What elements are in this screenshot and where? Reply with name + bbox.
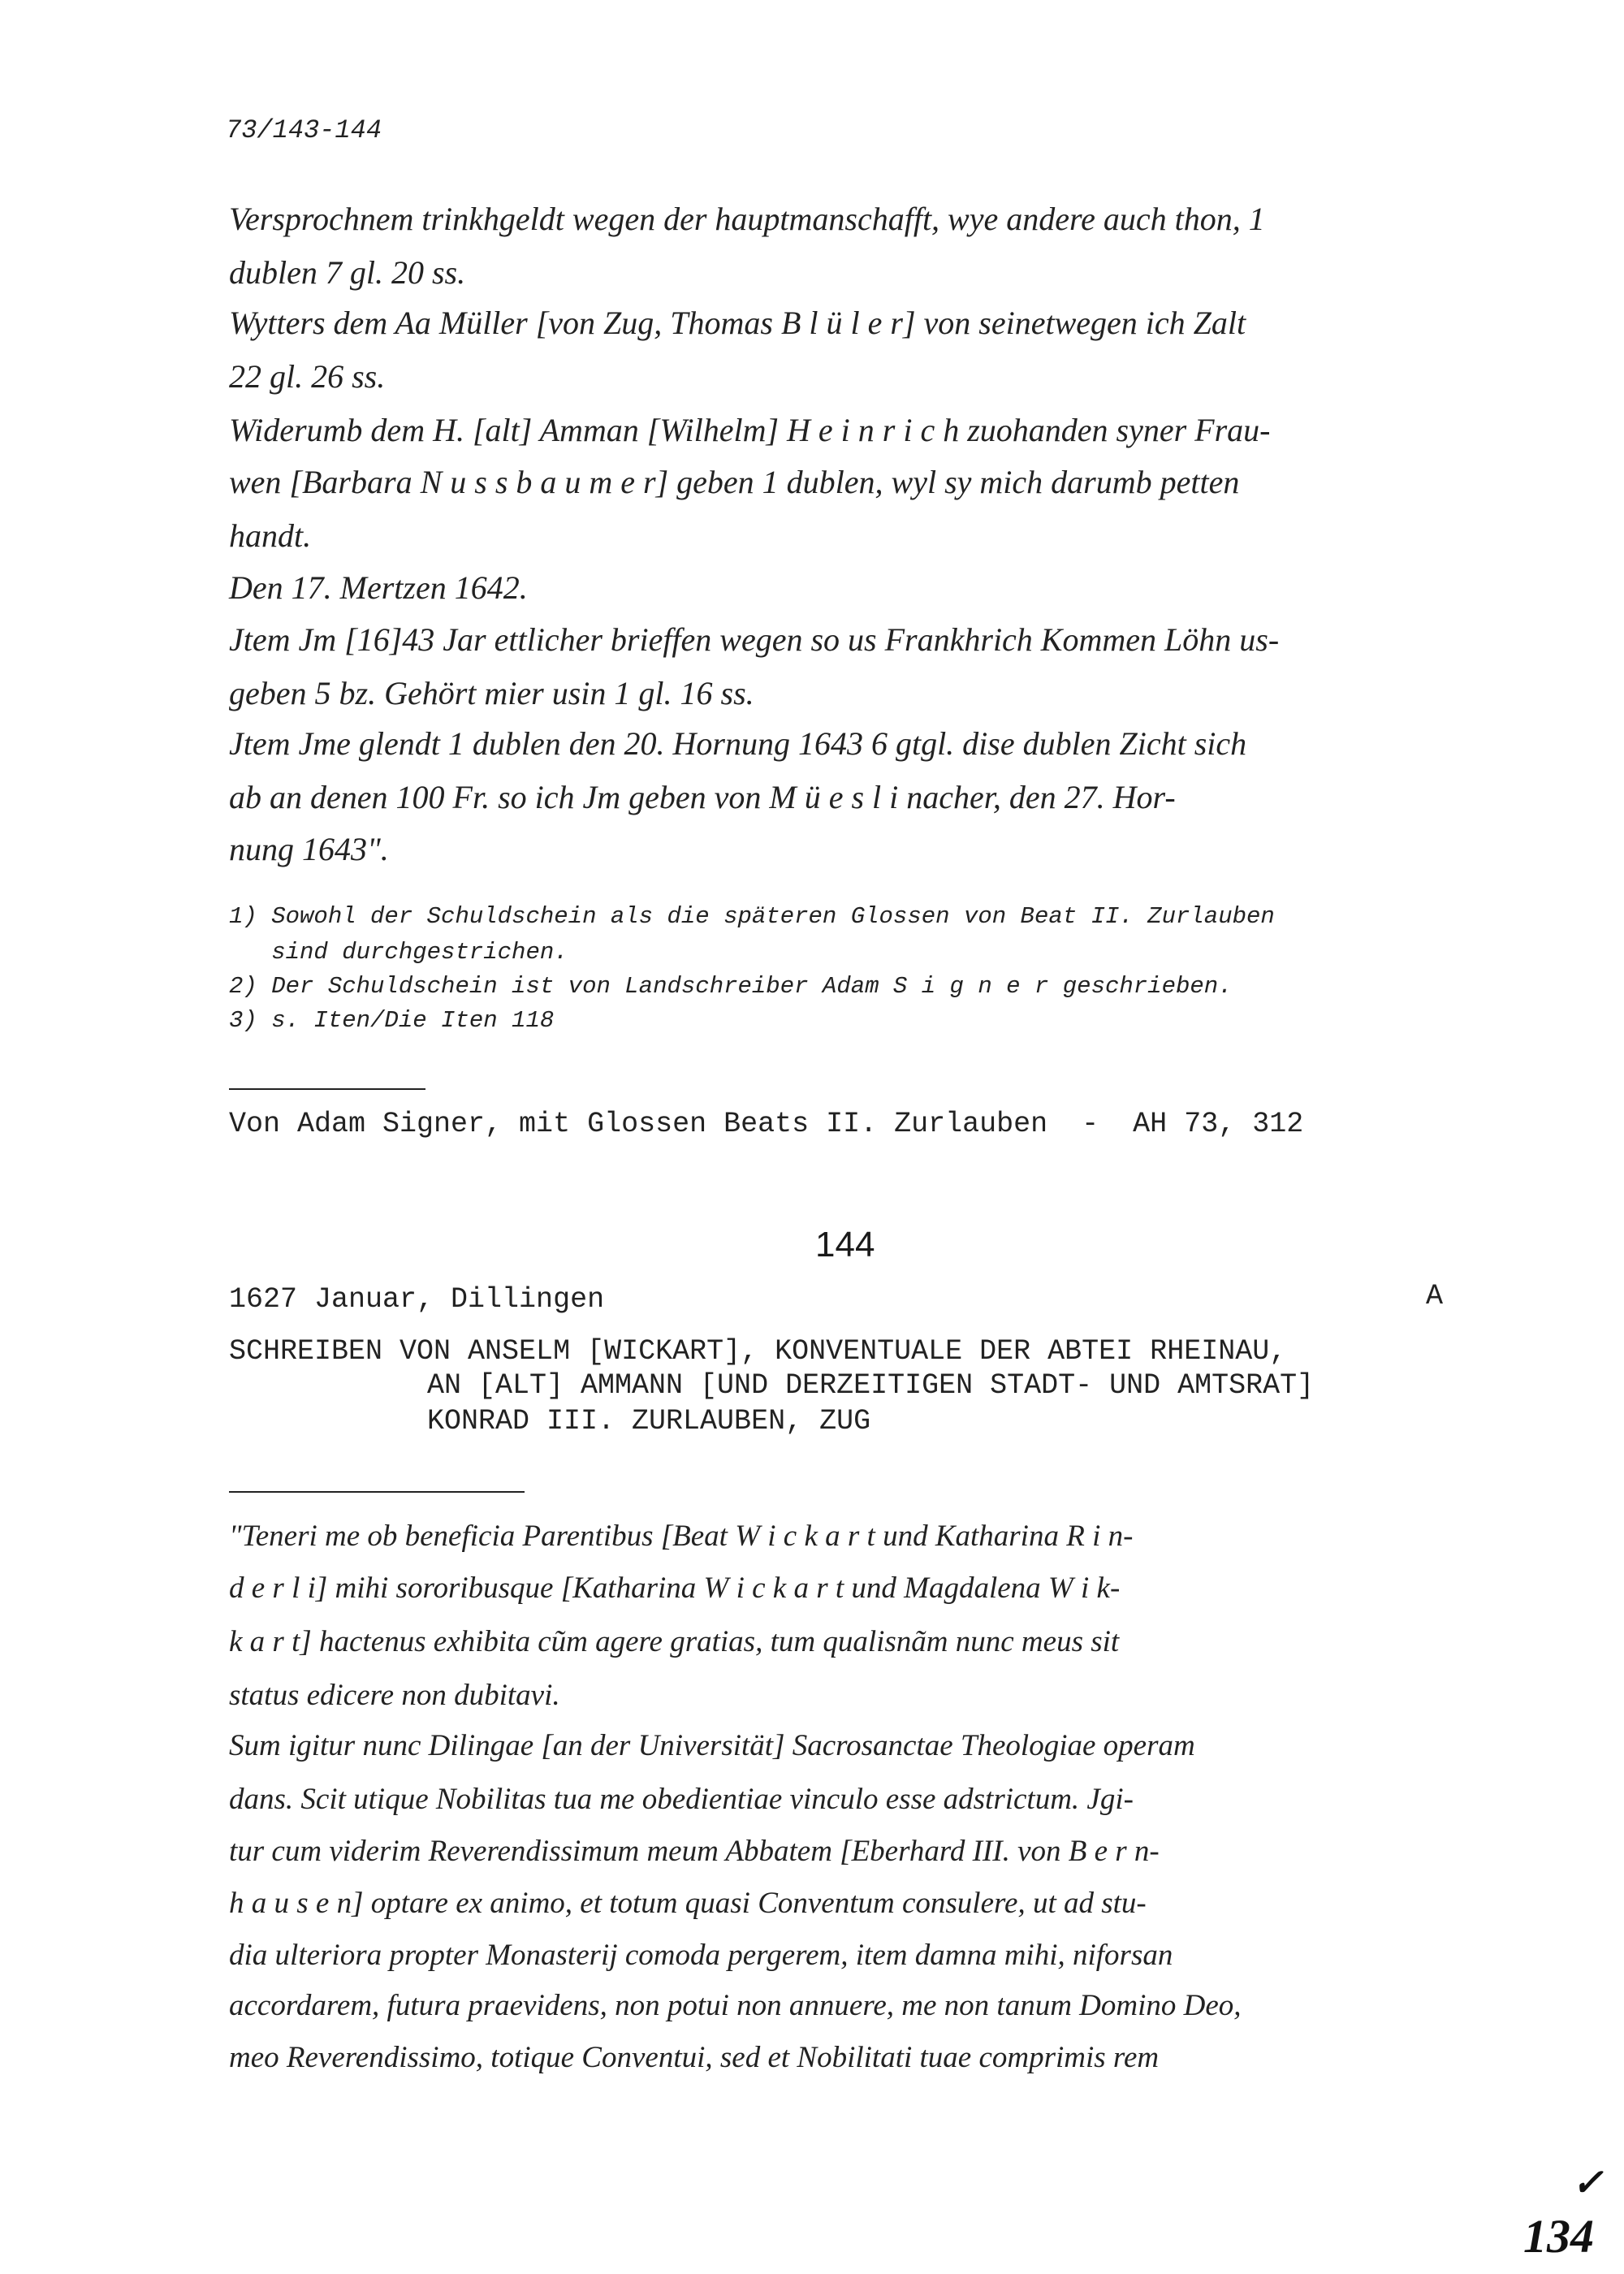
text-line: h a u s e n] optare ex animo, et totum quasi Conventum consulere, ut ad stu- <box>229 1887 1147 1920</box>
footnote: 3) s. Iten/Die Iten 118 <box>229 1007 555 1034</box>
text-line: nung 1643". <box>229 831 389 867</box>
text-line: Versprochnem trinkhgeldt wegen der hauptmanschafft, wye andere auch thon, 1 <box>229 201 1265 237</box>
text-line: ab an denen 100 Fr. so ich Jm geben von M ü e s l i nacher, den 27. Hor- <box>229 779 1176 815</box>
text-line: wen [Barbara N u s s b a u m e r] geben 1 dublen, wyl sy mich darumb petten <box>229 464 1240 500</box>
page-reference: 73/143-144 <box>226 115 382 145</box>
document-number: 144 <box>815 1225 875 1265</box>
text-line: status edicere non dubitavi. <box>229 1679 560 1712</box>
footnote: 1) Sowohl der Schuldschein als die späteren Glossen von Beat II. Zurlauben <box>229 903 1275 930</box>
check-mark-icon: ✓ <box>1572 2162 1604 2203</box>
footnote: 2) Der Schuldschein ist von Landschreiber Adam S i g n e r geschrieben. <box>229 973 1233 1000</box>
text-line: Jtem Jm [16]43 Jar ettlicher brieffen wegen so us Frankhrich Kommen Löhn us- <box>229 621 1280 658</box>
text-line: k a r t] hactenus exhibita cũm agere gratias, tum qualisnãm nunc meus sit <box>229 1625 1120 1658</box>
text-line: meo Reverendissimo, totique Conventui, sed et Nobilitati tuae comprimis rem <box>229 2041 1160 2074</box>
text-line: dia ulteriora propter Monasterij comoda pergerem, item damna mihi, niforsan <box>229 1939 1173 1972</box>
text-line: d e r l i] mihi sororibusque [Katharina W i c k a r t und Magdalena W i k- <box>229 1571 1121 1605</box>
text-line: Sum igitur nunc Dilingae [an der Universität] Sacrosanctae Theologiae operam <box>229 1729 1195 1762</box>
handwritten-page-number: 134 <box>1523 2210 1594 2263</box>
heading-line: AN [ALT] AMMANN [UND DERZEITIGEN STADT- UND AMTSRAT] <box>427 1369 1315 1402</box>
text-line: tur cum viderim Reverendissimum meum Abbatem [Eberhard III. von B e r n- <box>229 1835 1160 1868</box>
text-line: geben 5 bz. Gehört mier usin 1 gl. 16 ss. <box>229 675 754 711</box>
document-type-letter: A <box>1426 1280 1444 1312</box>
text-line: dublen 7 gl. 20 ss. <box>229 254 466 291</box>
divider <box>229 1491 525 1493</box>
text-line: Den 17. Mertzen 1642. <box>229 569 528 606</box>
divider <box>229 1088 425 1090</box>
text-line: Jtem Jme glendt 1 dublen den 20. Hornung 1643 6 gtgl. dise dublen Zicht sich <box>229 725 1247 762</box>
text-line: Widerumb dem H. [alt] Amman [Wilhelm] H e i n r i c h zuohanden syner Frau- <box>229 412 1271 448</box>
heading-line: SCHREIBEN VON ANSELM [WICKART], KONVENTUALE DER ABTEI RHEINAU, <box>229 1335 1287 1368</box>
text-line: dans. Scit utique Nobilitas tua me obedientiae vinculo esse adstrictum. Jgi- <box>229 1783 1134 1816</box>
text-line: handt. <box>229 517 312 554</box>
date-place: 1627 Januar, Dillingen <box>229 1283 605 1316</box>
text-line: "Teneri me ob beneficia Parentibus [Beat W i c k a r t und Katharina R i n- <box>229 1520 1134 1553</box>
heading-line: KONRAD III. ZURLAUBEN, ZUG <box>427 1405 871 1437</box>
footnote: sind durchgestrichen. <box>229 939 568 966</box>
source-note: Von Adam Signer, mit Glossen Beats II. Zurlauben - AH 73, 312 <box>229 1108 1304 1140</box>
text-line: accordarem, futura praevidens, non potui non annuere, me non tanum Domino Deo, <box>229 1989 1242 2022</box>
text-line: Wytters dem Aa Müller [von Zug, Thomas B l ü l e r] von seinetwegen ich Zalt <box>229 305 1246 341</box>
text-line: 22 gl. 26 ss. <box>229 358 386 395</box>
